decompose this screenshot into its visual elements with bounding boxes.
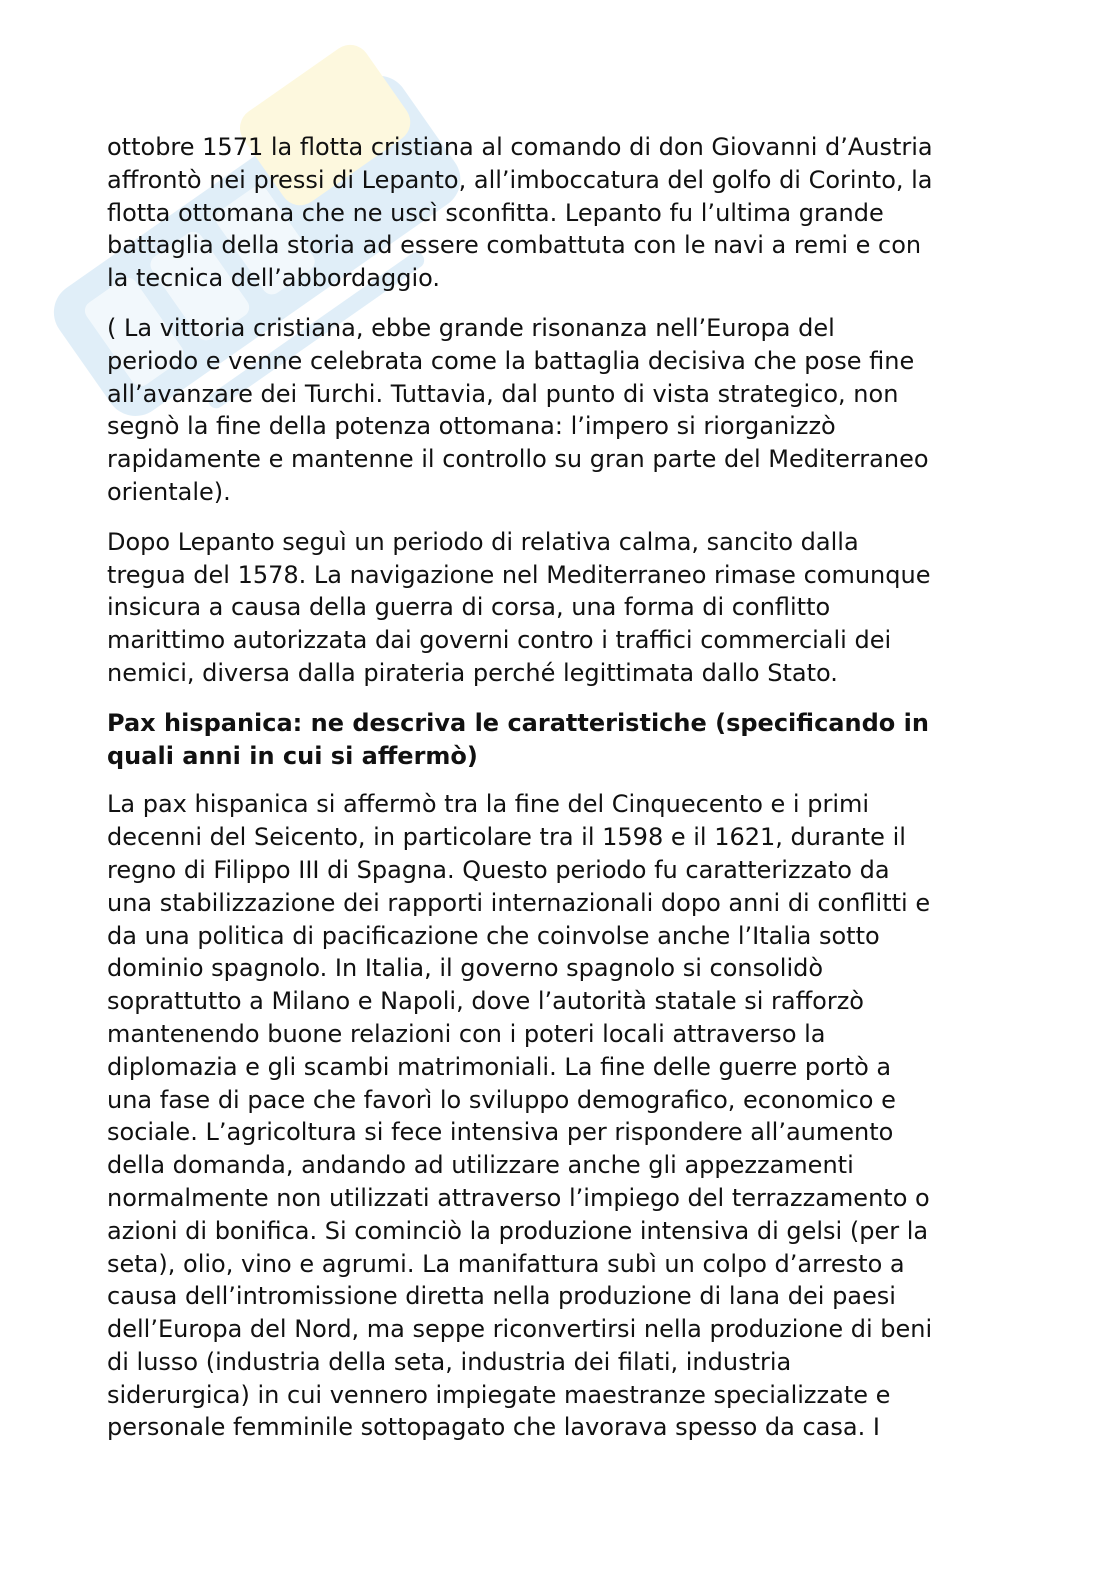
text-line: rapidamente e mantenne il controllo su gran parte del Mediterraneo (107, 445, 929, 474)
text-line: azioni di bonifica. Si cominciò la produzione intensiva di gelsi (per la (107, 1216, 929, 1245)
text-line: diplomazia e gli scambi matrimoniali. La fine delle guerre portò a (107, 1052, 892, 1081)
text-line: soprattutto a Milano e Napoli, dove l’autorità statale si rafforzò (107, 987, 864, 1016)
text-line: causa dell’intromissione diretta nella produzione di lana dei paesi (107, 1282, 896, 1311)
text-line: una fase di pace che favorì lo sviluppo demografico, economico e (107, 1085, 896, 1114)
text-line: battaglia della storia ad essere combattuta con le navi a remi e con (107, 231, 922, 260)
text-line: insicura a causa della guerra di corsa, una forma di conflitto (107, 593, 831, 622)
text-line: Dopo Lepanto seguì un periodo di relativa calma, sancito dalla (107, 527, 859, 556)
text-line: segnò la fine della potenza ottomana: l’impero si riorganizzò (107, 412, 836, 441)
text-line: affrontò nei pressi di Lepanto, all’imboccatura del golfo di Corinto, la (107, 165, 933, 194)
text-line: decenni del Seicento, in particolare tra il 1598 e il 1621, durante il (107, 823, 906, 852)
text-line: la tecnica dell’abbordaggio. (107, 264, 441, 293)
document-page (107, 131, 1017, 1461)
text-line: mantenendo buone relazioni con i poteri locali attraverso la (107, 1019, 826, 1048)
text-line: siderurgica) in cui vennero impiegate maestranze specializzate e (107, 1380, 891, 1409)
text-line: seta), olio, vino e agrumi. La manifattura subì un colpo d’arresto a (107, 1249, 905, 1278)
text-line: periodo e venne celebrata come la battaglia decisiva che pose fine (107, 346, 915, 375)
text-line: una stabilizzazione dei rapporti internazionali dopo anni di conflitti e (107, 888, 931, 917)
paragraph-vittoria (107, 312, 1017, 509)
text-line: personale femminile sottopagato che lavorava spesso da casa. I (107, 1413, 880, 1442)
text-line: normalmente non utilizzati attraverso l’impiego del terrazzamento o (107, 1183, 930, 1212)
paragraph-pax-hispanica (107, 788, 1017, 1444)
heading-line: Pax hispanica: ne descriva le caratteristiche (specificando in (107, 708, 929, 737)
text-line: marittimo autorizzata dai governi contro i traffici commerciali dei (107, 626, 892, 655)
text-line: flotta ottomana che ne uscì sconfitta. Lepanto fu l’ultima grande (107, 198, 884, 227)
text-line: da una politica di pacificazione che coinvolse anche l’Italia sotto (107, 921, 880, 950)
text-line: ( La vittoria cristiana, ebbe grande risonanza nell’Europa del (107, 313, 835, 342)
text-line: regno di Filippo III di Spagna. Questo periodo fu caratterizzato da (107, 855, 890, 884)
text-line: all’avanzare dei Turchi. Tuttavia, dal punto di vista strategico, non (107, 379, 899, 408)
text-line: orientale). (107, 477, 231, 506)
text-line: ottobre 1571 la flotta cristiana al comando di don Giovanni d’Austria (107, 133, 933, 161)
text-line: La pax hispanica si affermò tra la fine del Cinquecento e i primi (107, 790, 870, 819)
text-line: della domanda, andando ad utilizzare anche gli appezzamenti (107, 1151, 854, 1180)
section-heading (107, 707, 1017, 773)
text-line: tregua del 1578. La navigazione nel Mediterraneo rimase comunque (107, 560, 931, 589)
paragraph-tregua (107, 526, 1017, 690)
text-line: sociale. L’agricoltura si fece intensiva per rispondere all’aumento (107, 1118, 894, 1147)
text-line: dell’Europa del Nord, ma seppe riconvertirsi nella produzione di beni (107, 1315, 933, 1344)
text-line: dominio spagnolo. In Italia, il governo spagnolo si consolidò (107, 954, 824, 983)
paragraph-lepanto (107, 131, 1017, 295)
text-line: nemici, diversa dalla pirateria perché legittimata dallo Stato. (107, 658, 838, 687)
heading-line: quali anni in cui si affermò) (107, 741, 478, 770)
text-line: di lusso (industria della seta, industria dei filati, industria (107, 1347, 792, 1376)
